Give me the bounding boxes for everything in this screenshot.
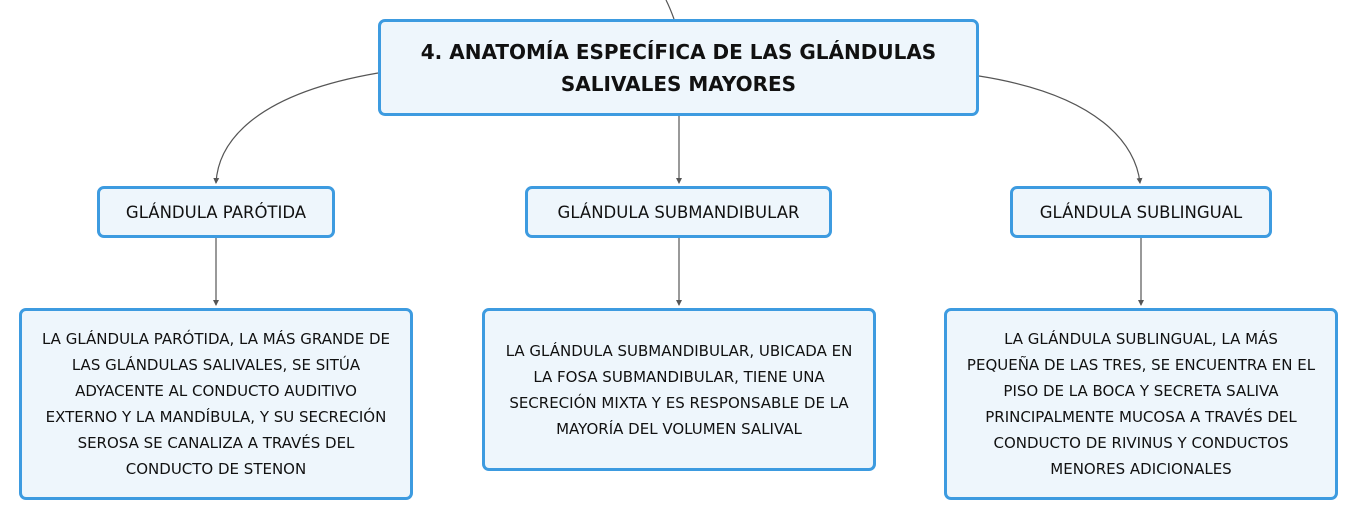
leaf-line: PRINCIPALMENTE MUCOSA A TRAVÉS DEL (985, 408, 1297, 426)
root-title-line-2: SALIVALES MAYORES (560, 71, 797, 96)
leaf-line: MENORES ADICIONALES (1050, 460, 1232, 478)
branch-node-parotida[interactable] (97, 186, 335, 238)
root-title-line-1: 4. ANATOMÍA ESPECÍFICA DE LAS GLÁNDULAS (420, 39, 937, 64)
incoming-connector (666, 0, 674, 19)
leaf-line: SEROSA SE CANALIZA A TRAVÉS DEL (77, 434, 355, 452)
leaf-node-sublingual[interactable] (944, 308, 1338, 500)
branch-node-sublingual[interactable] (1010, 186, 1272, 238)
leaf-text-submandibular (506, 338, 853, 442)
leaf-text-sublingual (967, 326, 1315, 482)
branch-node-submandibular[interactable] (525, 186, 832, 238)
leaf-line: MAYORÍA DEL VOLUMEN SALIVAL (556, 419, 802, 438)
branch-label-sublingual: GLÁNDULA SUBLINGUAL (1039, 202, 1243, 222)
leaf-line: EXTERNO Y LA MANDÍBULA, Y SU SECRECIÓN (45, 408, 387, 426)
leaf-line: SECRECIÓN MIXTA Y ES RESPONSABLE DE LA (509, 393, 849, 412)
leaf-line: CONDUCTO DE RIVINUS Y CONDUCTOS (993, 434, 1289, 452)
root-node[interactable] (378, 19, 979, 116)
leaf-line: ADYACENTE AL CONDUCTO AUDITIVO (75, 382, 357, 400)
leaf-text-parotida (42, 326, 390, 482)
branch-label-parotida: GLÁNDULA PARÓTIDA (125, 202, 307, 222)
connector-root-to-parotida (216, 73, 378, 183)
leaf-line: LA GLÁNDULA PARÓTIDA, LA MÁS GRANDE DE (41, 330, 390, 348)
leaf-node-parotida[interactable] (19, 308, 413, 500)
leaf-line: PISO DE LA BOCA Y SECRETA SALIVA (1003, 382, 1279, 400)
leaf-line: LAS GLÁNDULAS SALIVALES, SE SITÚA (71, 356, 361, 374)
leaf-line: CONDUCTO DE STENON (125, 460, 307, 478)
leaf-line: PEQUEÑA DE LAS TRES, SE ENCUENTRA EN EL (966, 356, 1316, 374)
leaf-line: LA GLÁNDULA SUBMANDIBULAR, UBICADA EN (505, 341, 853, 360)
leaf-node-submandibular[interactable] (482, 308, 876, 471)
leaf-line: LA FOSA SUBMANDIBULAR, TIENE UNA (533, 367, 825, 386)
branch-label-submandibular: GLÁNDULA SUBMANDIBULAR (557, 202, 800, 222)
leaf-line: LA GLÁNDULA SUBLINGUAL, LA MÁS (1004, 330, 1278, 348)
root-title (421, 36, 936, 100)
connector-root-to-sublingual (979, 76, 1140, 183)
